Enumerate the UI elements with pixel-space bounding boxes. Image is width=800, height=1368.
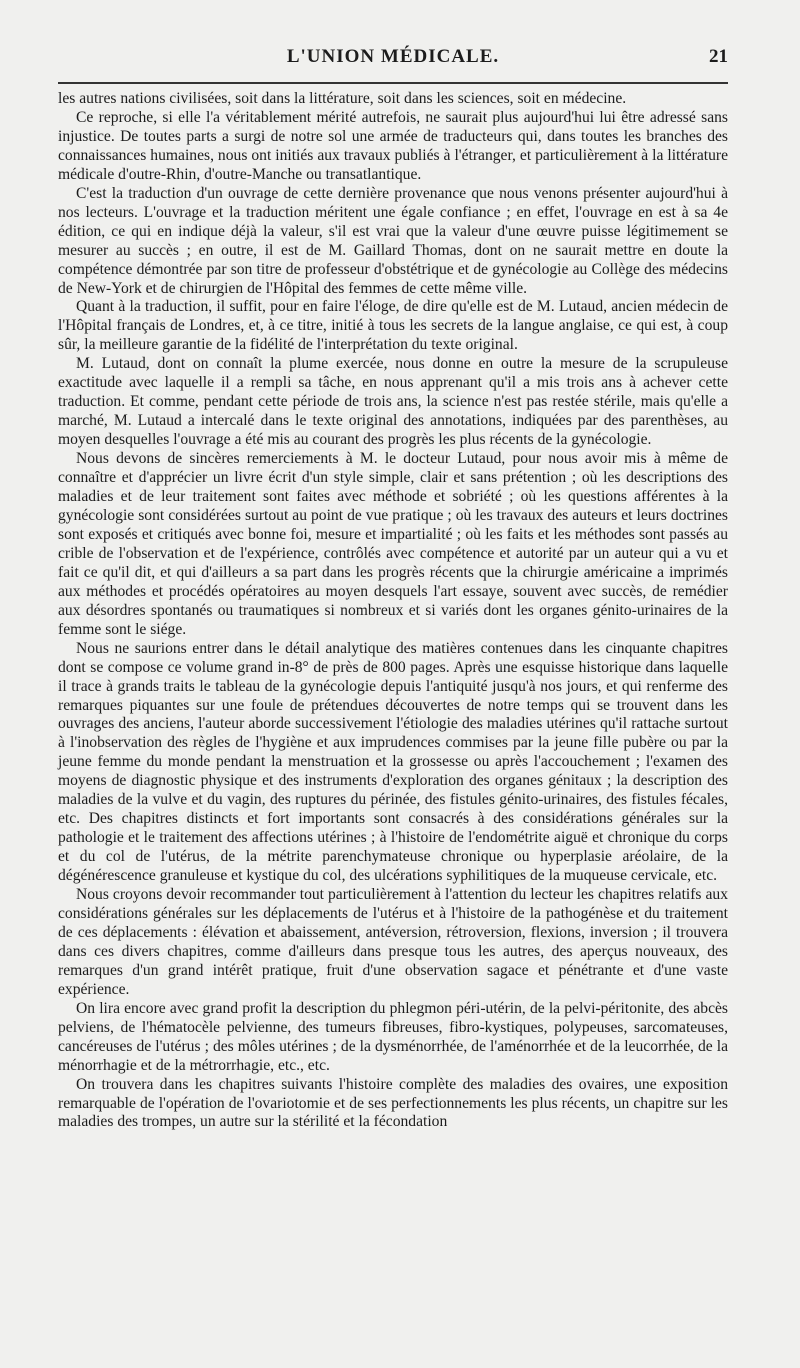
paragraph: Nous ne saurions entrer dans le détail analytique des matières contenues dans les cinquante chapitres dont se compose ce volume grand in-8° de près de 800 pages. Après une esquisse historique dans laquelle il trace à grands traits le tableau de la gynécologie depuis l'antiquité jusqu'à nos jours, et qui renferme des remarques piquantes sur une foule de prétendues découvertes de notre temps qui se trouvent dans les ouvrages des anciens, l'auteur aborde successivement l'étiologie des maladies utérines qu'il rattache surtout à l'inobservation des règles de l'hygiène et aux imprudences commises par la jeune fille pubère ou par la jeune femme du monde pendant la menstruation et la grossesse ou après l'accouchement ; l'examen des moyens de diagnostic physique et des instruments d'exploration des organes génitaux ; la description des maladies de la vulve et du vagin, des ruptures du périnée, des fistules génito-urinaires, des fistules fécales, etc. Des chapitres distincts et fort importants sont consacrés à des considérations générales sur la pathologie et le traitement des affections utérines ; à l'histoire de l'endométrite aiguë et chronique du corps et du col de l'utérus, de la métrite parenchymateuse chronique ou hyperplasie aréolaire, de la dégénérescence granuleuse et kystique du col, des ulcérations syphilitiques de la muqueuse cervicale, etc. xyxy=(58,639,728,885)
paragraph: Ce reproche, si elle l'a véritablement mérité autrefois, ne saurait plus aujourd'hui lui être adressé sans injustice. De toutes parts a surgi de notre sol une armée de traducteurs qui, dans toutes les branches des connaissances humaines, nous ont initiés aux travaux publiés à l'étranger, et particulièrement à la littérature médicale d'outre-Rhin, d'outre-Manche ou transatlantique. xyxy=(58,108,728,183)
running-title: L'UNION MÉDICALE. xyxy=(286,46,500,67)
page-number: 21 xyxy=(709,46,728,67)
paragraph: les autres nations civilisées, soit dans la littérature, soit dans les sciences, soit en médecine. xyxy=(58,90,627,107)
page-header xyxy=(58,46,728,74)
paragraph: M. Lutaud, dont on connaît la plume exercée, nous donne en outre la mesure de la scrupuleuse exactitude avec laquelle il a rempli sa tâche, en nous apprenant qu'il a mis trois ans à achever cette traduction. Et comme, pendant cette période de trois ans, la science n'est pas restée stérile, mais qu'elle a marché, M. Lutaud a intercalé dans le texte original des annotations, indiquées par des parenthèses, au moyen desquelles l'ouvrage a été mis au courant des progrès les plus récents de la gynécologie. xyxy=(58,355,728,449)
paragraph: Nous devons de sincères remerciements à M. le docteur Lutaud, pour nous avoir mis à même de connaître et d'apprécier un livre écrit d'un style simple, clair et sans prétention ; où les descriptions des maladies et de leur traitement sont faites avec méthode et sobriété ; où les questions afférentes à la gynécologie sont considérées surtout au point de vue pratique ; où les travaux des auteurs et leurs doctrines sont exposés et critiqués avec bonne foi, mesure et impartialité ; où les faits et les méthodes sont passés au crible de l'observation et de l'expérience, contrôlés avec compétence et autorité par un auteur qui a vu et fait ce qu'il dit, et qui d'ailleurs a sa part dans les progrès récents que la chirurgie américaine a imprimés aux méthodes et procédés opératoires au moyen desquels l'art essaye, souvent avec succès, de remédier aux désordres spontanés ou traumatiques si nombreux et si variés dont les organes génito-urinaires de la femme sont le siége. xyxy=(58,450,728,638)
paragraph: C'est la traduction d'un ouvrage de cette dernière provenance que nous venons présenter aujourd'hui à nos lecteurs. L'ouvrage et la traduction méritent une égale confiance ; en effet, l'ouvrage en est à sa 4e édition, ce qui en indique déjà la valeur, s'il est vrai que la valeur d'une œuvre puisse légitimement se mesurer au succès ; en outre, il est de M. Gaillard Thomas, dont on ne saurait mettre en doute la compétence démontrée par son titre de professeur d'obstétrique et de gynécologie au Collège des médecins de New-York et de chirurgien de l'Hôpital des femmes de cette même ville. xyxy=(58,184,728,297)
header-rule xyxy=(58,82,728,84)
paragraph: Nous croyons devoir recommander tout particulièrement à l'attention du lecteur les chapitres relatifs aux considérations générales sur les déplacements de l'utérus et à l'histoire de la pathogénèse et du traitement de ces déplacements : élévation et abaissement, antéversion, rétroversion, flexions, inversion ; il trouvera dans ces divers chapitres, comme d'ailleurs dans presque tous les autres, des aperçus nouveaux, des remarques d'un grand intérêt pratique, fruit d'une observation sagace et pénétrante et d'une vaste expérience. xyxy=(58,886,728,998)
article-body xyxy=(58,90,728,1132)
paragraph: On lira encore avec grand profit la description du phlegmon péri-utérin, de la pelvi-péritonite, des abcès pelviens, de l'hématocèle pelvienne, des tumeurs fibreuses, fibro-kystiques, polypeuses, sarcomateuses, cancéreuses de l'utérus ; des môles utérines ; de la dysménorrhée, de l'aménorrhée et de la leucorrhée, de la ménorrhagie et de la métrorrhagie, etc., etc. xyxy=(58,999,728,1074)
paragraph: On trouvera dans les chapitres suivants l'histoire complète des maladies des ovaires, une exposition remarquable de l'opération de l'ovariotomie et de ses perfectionnements les plus récents, un chapitre sur les maladies des trompes, un autre sur la stérilité et la fécondation xyxy=(58,1075,728,1131)
paragraph: Quant à la traduction, il suffit, pour en faire l'éloge, de dire qu'elle est de M. Lutaud, ancien médecin de l'Hôpital français de Londres, et, à ce titre, initié à tous les secrets de la langue anglaise, ce qui est, à coup sûr, la meilleure garantie de la fidélité de l'interprétation du texte original. xyxy=(58,298,728,354)
